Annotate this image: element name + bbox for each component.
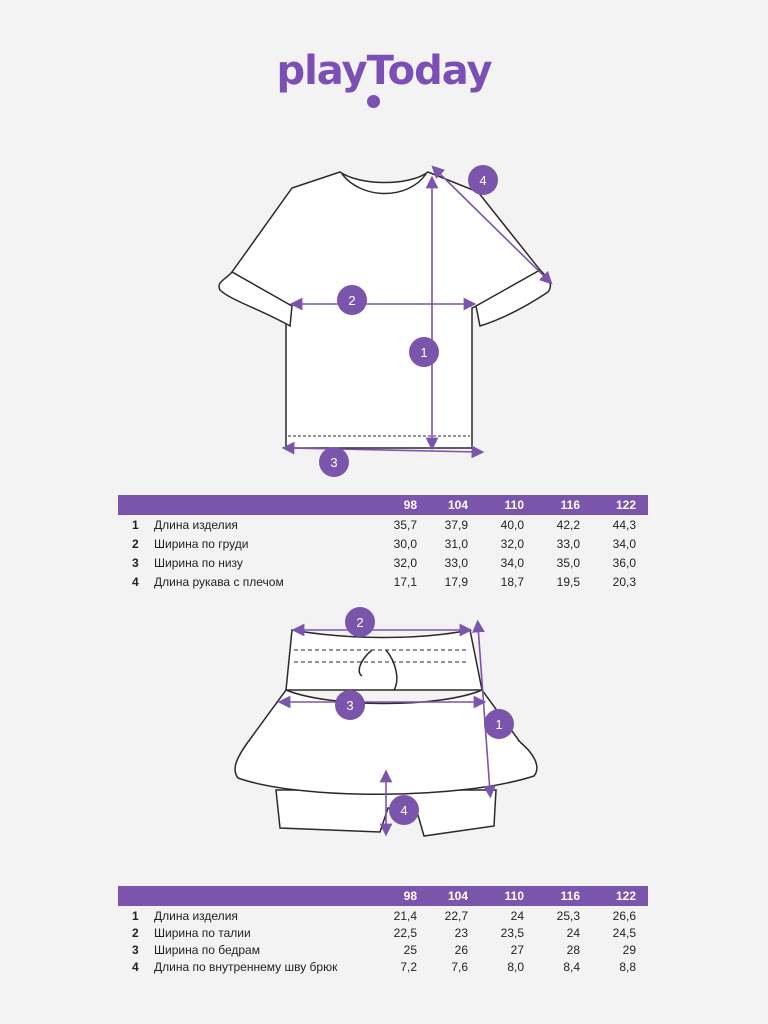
cell: 25,3 — [556, 909, 580, 923]
cell: 19,5 — [556, 575, 580, 589]
skirt-marker-1 — [484, 709, 514, 739]
svg-text:3: 3 — [346, 698, 354, 713]
svg-text:1: 1 — [420, 345, 428, 360]
row-label: Длина изделия — [154, 518, 238, 532]
row-number: 3 — [132, 943, 139, 957]
table-row — [118, 515, 648, 534]
row-number: 4 — [132, 575, 139, 589]
row-label: Ширина по бедрам — [154, 943, 260, 957]
size-header: 98 — [403, 498, 417, 512]
tshirt-drawing — [219, 172, 550, 448]
cell: 33,0 — [556, 537, 580, 551]
cell: 35,0 — [556, 556, 580, 570]
size-header: 122 — [615, 889, 636, 903]
skirt-marker-2 — [345, 607, 375, 637]
table-row — [118, 906, 648, 923]
size-header: 104 — [447, 498, 468, 512]
size-header-row — [118, 886, 648, 906]
cell: 28 — [566, 943, 580, 957]
cell: 24 — [566, 926, 580, 940]
table-row — [118, 572, 648, 591]
cell: 23 — [454, 926, 468, 940]
row-label: Ширина по талии — [154, 926, 251, 940]
table-row — [118, 923, 648, 940]
cell: 32,0 — [393, 556, 417, 570]
cell: 30,0 — [393, 537, 417, 551]
cell: 25 — [403, 943, 417, 957]
skirt-size-table — [118, 886, 648, 974]
cell: 37,9 — [444, 518, 468, 532]
cell: 26 — [454, 943, 468, 957]
row-number: 2 — [132, 537, 139, 551]
cell: 40,0 — [500, 518, 524, 532]
tshirt-marker-2 — [337, 285, 367, 315]
tshirt-marker-3 — [319, 447, 349, 477]
cell: 36,0 — [612, 556, 636, 570]
row-number: 2 — [132, 926, 139, 940]
table-row — [118, 553, 648, 572]
size-header: 116 — [560, 498, 580, 512]
svg-text:4: 4 — [479, 173, 487, 188]
cell: 22,7 — [444, 909, 468, 923]
cell: 35,7 — [393, 518, 417, 532]
skirt-marker-4 — [389, 795, 419, 825]
row-label: Длина изделия — [154, 909, 238, 923]
cell: 18,7 — [500, 575, 524, 589]
cell: 34,0 — [612, 537, 636, 551]
cell: 33,0 — [444, 556, 468, 570]
size-header: 104 — [447, 889, 468, 903]
size-header: 122 — [615, 498, 636, 512]
cell: 17,1 — [393, 575, 417, 589]
row-label: Длина по внутреннему шву брюк — [154, 960, 338, 974]
row-number: 4 — [132, 960, 139, 974]
cell: 17,9 — [444, 575, 468, 589]
cell: 22,5 — [393, 926, 417, 940]
brand-logo: playToday — [276, 48, 492, 94]
size-header: 110 — [504, 498, 524, 512]
row-number: 3 — [132, 556, 139, 570]
cell: 26,6 — [612, 909, 636, 923]
cell: 34,0 — [500, 556, 524, 570]
tshirt-marker-1 — [409, 337, 439, 367]
table-row — [118, 940, 648, 957]
row-number: 1 — [132, 909, 139, 923]
tshirt-size-table — [118, 495, 648, 591]
svg-text:2: 2 — [356, 615, 364, 630]
row-label: Ширина по низу — [154, 556, 243, 570]
cell: 32,0 — [500, 537, 524, 551]
cell: 42,2 — [556, 518, 580, 532]
skirt-marker-3 — [335, 690, 365, 720]
table-row — [118, 534, 648, 553]
cell: 27 — [510, 943, 524, 957]
cell: 8,8 — [619, 960, 636, 974]
row-label: Длина рукава с плечом — [154, 575, 284, 589]
cell: 20,3 — [612, 575, 636, 589]
row-number: 1 — [132, 518, 139, 532]
size-header: 98 — [403, 889, 417, 903]
cell: 24,5 — [612, 926, 636, 940]
cell: 8,0 — [507, 960, 524, 974]
cell: 21,4 — [393, 909, 417, 923]
svg-text:1: 1 — [495, 717, 503, 732]
tshirt-marker-4 — [468, 165, 498, 195]
cell: 8,4 — [563, 960, 580, 974]
cell: 29 — [622, 943, 636, 957]
svg-text:3: 3 — [330, 455, 338, 470]
table-row — [118, 957, 648, 974]
size-header: 110 — [504, 889, 524, 903]
svg-text:2: 2 — [348, 293, 356, 308]
svg-text:4: 4 — [400, 803, 408, 818]
cell: 31,0 — [444, 537, 468, 551]
cell: 44,3 — [612, 518, 636, 532]
cell: 24 — [510, 909, 524, 923]
size-header: 116 — [560, 889, 580, 903]
cell: 7,2 — [400, 960, 417, 974]
size-header-row — [118, 495, 648, 515]
row-label: Ширина по груди — [154, 537, 249, 551]
cell: 23,5 — [500, 926, 524, 940]
cell: 7,6 — [451, 960, 468, 974]
